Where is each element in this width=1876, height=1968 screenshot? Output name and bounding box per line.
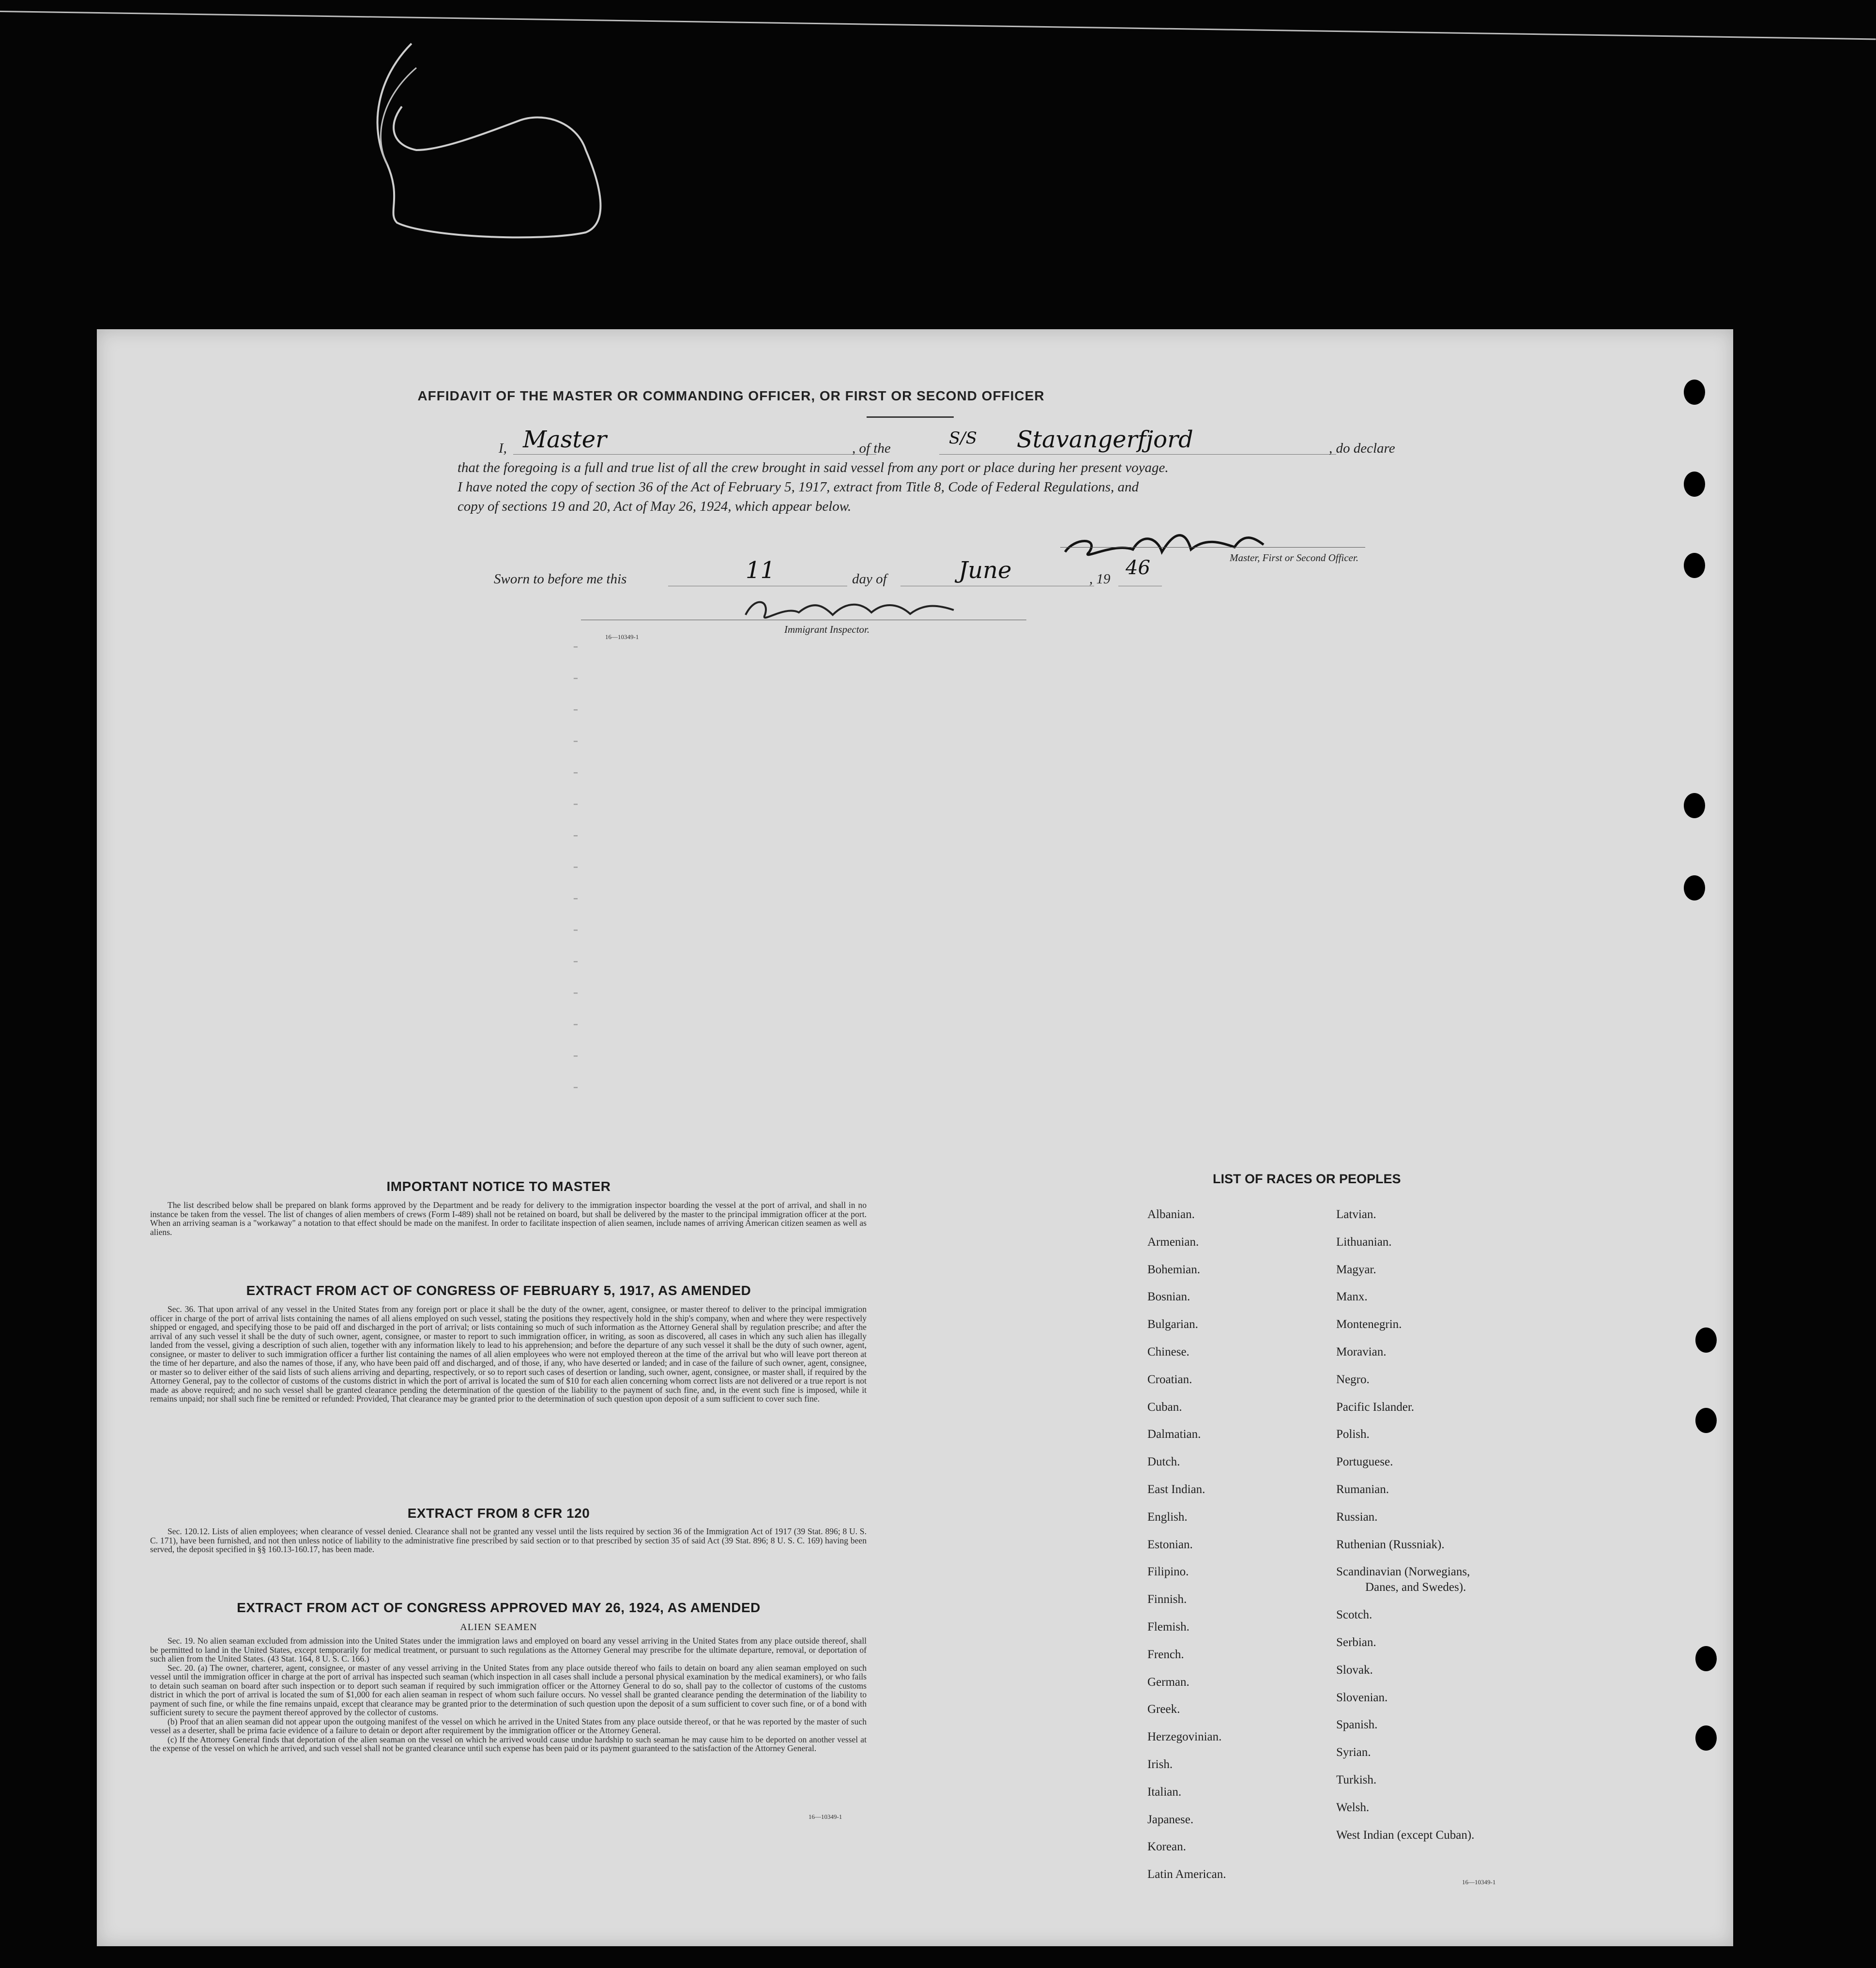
race-item: Portuguese. — [1336, 1455, 1393, 1469]
form-number: 16—10349-1 — [605, 633, 639, 641]
punch-hole — [1684, 380, 1705, 405]
extract-form-number: 16—10349-1 — [808, 1813, 842, 1820]
race-item: English. — [1147, 1510, 1188, 1524]
punch-hole — [1695, 1646, 1717, 1671]
sec-20c-text: (c) If the Attorney General finds that deportation of the alien seaman on the vessel on which he arrived would cause undue hardship to such seaman he may cause him to be deported on another vessel at the expense of the vessel on which he arrived, and such vessel shall not be granted clearance until such expense has been paid or its payment guaranteed to the satisfaction of the Attorney General. — [150, 1734, 867, 1753]
punch-hole — [1695, 1725, 1717, 1751]
handwritten-vessel-prefix: S/S — [949, 428, 977, 448]
affidavit-title: AFFIDAVIT OF THE MASTER OR COMMANDING OFFICER, OR FIRST OR SECOND OFFICER — [417, 388, 1045, 403]
master-caption: Master, First or Second Officer. — [1230, 552, 1358, 564]
inspector-caption: Immigrant Inspector. — [784, 624, 870, 635]
handwritten-year: 46 — [1126, 557, 1150, 579]
extract-1917-title: EXTRACT FROM ACT OF CONGRESS OF FEBRUARY 5, 1917, AS AMENDED — [246, 1283, 751, 1298]
race-item: Italian. — [1147, 1785, 1182, 1799]
race-item: Scandinavian (Norwegians, — [1336, 1565, 1470, 1579]
race-item: West Indian (except Cuban). — [1336, 1828, 1475, 1842]
race-item: German. — [1147, 1675, 1190, 1689]
race-item: Slovenian. — [1336, 1691, 1388, 1704]
scan-edge-line — [0, 11, 1876, 40]
race-item: East Indian. — [1147, 1483, 1205, 1496]
race-item: Bulgarian. — [1147, 1318, 1198, 1331]
race-item: Armenian. — [1147, 1235, 1199, 1249]
race-item: Ruthenian (Russniak). — [1336, 1538, 1445, 1551]
race-item: Spanish. — [1336, 1718, 1378, 1732]
race-item: Dutch. — [1147, 1455, 1180, 1469]
year-prefix: , 19 — [1089, 571, 1111, 587]
race-item: Scotch. — [1336, 1608, 1373, 1622]
punch-hole — [1684, 875, 1705, 900]
race-item: Estonian. — [1147, 1538, 1193, 1551]
handwritten-month: June — [959, 557, 1012, 584]
race-item: Finnish. — [1147, 1593, 1187, 1606]
punch-hole — [1695, 1408, 1717, 1433]
races-title: LIST OF RACES OR PEOPLES — [1213, 1172, 1401, 1186]
sec-20b-text: (b) Proof that an alien seaman did not appear upon the outgoing manifest of the vessel on which he arrived in the United States from any place outside thereof, or that he was reported by the master of such vessel as a deserter, shall be prima facie evidence of a failure to detain or deport after requirement by the immigration officer or the Attorney General. — [150, 1716, 867, 1735]
pencil-scribble — [358, 39, 629, 242]
race-item: Irish. — [1147, 1758, 1173, 1771]
race-item: Pacific Islander. — [1336, 1400, 1415, 1414]
race-item: Lithuanian. — [1336, 1235, 1392, 1249]
handwritten-vessel-name: Stavangerfjord — [1017, 426, 1193, 453]
punch-hole — [1684, 472, 1705, 497]
race-item: Filipino. — [1147, 1565, 1189, 1579]
punch-hole — [1695, 1327, 1717, 1353]
extract-1924-title: EXTRACT FROM ACT OF CONGRESS APPROVED MAY 26, 1924, AS AMENDED — [237, 1600, 761, 1615]
sec-19-text: Sec. 19. No alien seaman excluded from admission into the United States under the immigration laws and employed on board any vessel arriving in the United States from any place outside thereof, shall be permitted to land in the United States, except temporarily for medical treatment, or pursuant to such regulations as the Attorney General may prescribe for the ultimate departure, removal, or deportation of such alien from the United States. (43 Stat. 164, 8 U. S. C. 166.) — [150, 1636, 867, 1663]
race-item: Welsh. — [1336, 1800, 1370, 1814]
handwritten-day: 11 — [746, 557, 776, 584]
races-form-number: 16—10349-1 — [1462, 1878, 1496, 1886]
race-item: French. — [1147, 1648, 1184, 1661]
affidavit-do-declare: , do declare — [1329, 441, 1395, 456]
affidavit-i-label: I, — [499, 441, 507, 456]
race-item: Latin American. — [1147, 1868, 1226, 1881]
race-item: Rumanian. — [1336, 1483, 1389, 1496]
race-item: Korean. — [1147, 1840, 1186, 1854]
vessel-underline — [939, 454, 1336, 455]
handwritten-rank: Master — [523, 426, 607, 453]
race-item: Negro. — [1336, 1373, 1370, 1386]
notice-title: IMPORTANT NOTICE TO MASTER — [386, 1179, 611, 1194]
alien-seamen-subtitle: ALIEN SEAMEN — [460, 1622, 537, 1632]
race-item: Latvian. — [1336, 1208, 1376, 1221]
signature-line — [1060, 547, 1365, 548]
race-item: Syrian. — [1336, 1746, 1371, 1759]
race-item: Danes, and Swedes). — [1365, 1581, 1466, 1594]
race-item: Serbian. — [1336, 1636, 1376, 1649]
race-item: Turkish. — [1336, 1773, 1377, 1786]
race-item: Russian. — [1336, 1510, 1378, 1524]
manifest-page: - - - - - - - - - - - - - - - AFFIDAVIT OF THE MASTER OR COMMANDING OFFICER, OR FIRST OR SECOND OFFICER I, Master , of the S/S Stavangerfjord , do declare that the foregoing is a full and true list of all the crew brought in said vessel from any port or place during her present voyage. I have noted the copy of section 36 of the Act of February 5, 1917, extract from Title 8, Code of Federal Regulations, and copy of sections 19 and 20, Act of May 26, 1924, which appear below. Master, First or Second Officer. Sworn to before me this 11 day of June , 19 46 Immigrant Inspector. 16—10349-1 IMPORTANT NOTICE TO MASTER The list described below shall be prepared on blank forms approved by the Department and be ready for delivery to the immigration inspector boarding the vessel at the port of arrival, and shall in no instance be taken from the vessel. The list of changes of alien members of crews (Form I-489) shall not be retained on board, but shall be delivered by the master to the principal immigration officer at the port. When an arriving seaman is a "workaway" a notation to that effect should be made on the manifest. In order to facilitate inspection of alien seamen, include names of arriving American citizen seamen as well as aliens. EXTRACT FROM ACT OF CONGRESS OF FEBRUARY 5, 1917, AS AMENDED Sec. 36. That upon arrival of any vessel in the United States from any foreign port or place it shall be the duty of the owner, agent, consignee, or master thereof to deliver to the principal immigration officer in charge of the port of arrival lists containing the names of all aliens employed on such vessel, stating the positions they respectively hold in the ship's company, when and where they were respectively shipped or engaged, and specifying those to be paid off and discharged in the port of arrival; or lists containing so much of such information as the Attorney General shall by regulation prescribe; and after the arrival of any such vessel it shall be the duty of such owner, agent, consignee, or master to report to such immigration officer, in writing, as soon as discovered, all cases in which any such alien has illegally landed from the vessel, giving a description of such alien, together with any information likely to lead to his apprehension; and before the departure of any such vessel it shall be the duty of such owner, agent, consignee, or master to deliver to such immigration officer a further list containing the names of all alien employees who were not employed thereon at the time of the arrival but who will leave port thereon at the time of her departure, and also the names of those, if any, who have been paid off and discharged, and of those, if any, who have deserted or landed; and in case of the failure of such owner, agent, consignee, or master so to deliver either of the said lists of such aliens arriving and departing, respectively, or so to report such cases of desertion or landing, such owner, agent, consignee, or master shall, if required by the Attorney General, pay to the collector of customs of the customs district in which the port of arrival is located the sum of $10 for each alien concerning whom correct lists are not delivered or a true report is not made as above required; and no such vessel shall be granted clearance pending the determination of the question of the liability to the payment of such fine, and, in the event such fine is imposed, while it remains unpaid; nor shall such fine be remitted or refunded: Provided, That clearance may be granted prior to the determination of such question upon deposit of a sum sufficient to cover such fine. EXTRACT FROM 8 CFR 120 Sec. 120.12. Lists of alien employees; when clearance of vessel denied. Clearance shall not be granted any vessel until the lists required by section 36 of the Immigration Act of 1917 (39 Stat. 896; 8 U. S. C. 171), have been furnished, and not then unless notice of liability to the administrative fine prescribed by said section or to that prescribed by section 35 of said Act (39 Stat. 896; 8 U. S. C. 169) having been served, the deposit specified in §§ 160.13-160.17, has been made. EXTRACT FROM ACT OF CONGRESS APPROVED MAY 26, 1924, AS AMENDED ALIEN SEAMEN Sec. 19. No alien seaman excluded from admission into the United States under the immigration laws and employed on board any vessel arriving in the United States from any place outside thereof, shall be permitted to land in the United States, except temporarily for medical treatment, or pursuant to such regulations as the Attorney General may prescribe for the ultimate departure, removal, or deportation of such alien from the United States. (43 Stat. 164, 8 U. S. C. 166.) Sec. 20. (a) The owner, charterer, agent, consignee, or master of any vessel arriving in the United States from any place outside thereof who fails to detain on board any alien seaman employed on such vessel until the immigration officer in charge at the port of arrival has inspected such seaman (which inspection in all cases shall include a personal physical examination by the medical examiners), or who fails to detain such seaman on board after such inspection or to deport such seaman if required by such immigration officer or the Attorney General to do so, shall pay to the collector of customs of the customs district in which the port of arrival is located the sum of $1,000 for each alien seaman in respect of whom such failure occurs. No vessel shall be granted clearance pending the determination of the liability to payment of such fine, or while the fine remains unpaid, except that clearance may be granted prior to the determination of such question upon the deposit of a sum sufficient to cover such fine, or of a bond with sufficient surety to secure the payment thereof approved by the collector of customs. (b) Proof that an alien seaman did not appear upon the outgoing manifest of the vessel on which he arrived in the United States from any place outside thereof, or that he was reported by the master of such vessel as a deserter, shall be prima facie evidence of a failure to detain or deport after requirement by the immigration officer or the Attorney General. (c) If the Attorney General finds that deportation of the alien seaman on the vessel on which he arrived would cause undue hardship to such seaman he may cause him to be deported on another vessel at the expense of the vessel on which he arrived, and such vessel shall not be granted clearance until such expense has been paid or its payment guaranteed to the satisfaction of the Attorney General. 16—10349-1 LIST OF RACES OR PEOPLES Albanian. Armenian. Bohemian. Bosnian. Bulgarian. Chinese. Croatian. Cuban. Dalmatian. Dutch. East Indian. English. Estonian. Filipino. Finnish. Flemish. French. German. Greek. Herzegovinian. Irish. Italian. Japanese. Korean. Latin American. Latvian. Lithuanian. Magyar. Manx. Montenegrin. Moravian. Negro. Pacific Islander. Polish. Portuguese. Rumanian. Russian. Ruthenian (Russniak). Scandinavian (Norwegians, Danes, and Swedes). Scotch. Serbian. Slovak. Slovenian. Spanish. Syrian. Turkish. Welsh. West Indian (except Cuban). 16—10349-1 — [97, 329, 1733, 1946]
extract-1924-text — [150, 1636, 867, 1753]
race-item: Croatian. — [1147, 1373, 1192, 1386]
affidavit-of-the: , of the — [852, 441, 891, 456]
sec-20a-text: Sec. 20. (a) The owner, charterer, agent, consignee, or master of any vessel arriving in the United States from any place outside thereof who fails to detain on board any alien seaman employed on such vessel until the immigration officer in charge at the port of arrival has inspected such seaman (which inspection in all cases shall include a personal physical examination by the medical examiners), or who fails to detain such seaman on board after such inspection or to deport such seaman if required by such immigration officer or the Attorney General to do so, shall pay to the collector of customs of the customs district in which the port of arrival is located the sum of $1,000 for each alien seaman in respect of whom such failure occurs. No vessel shall be granted clearance pending the determination of the liability to payment of such fine, or while the fine remains unpaid, except that clearance may be granted prior to the determination of such question upon the deposit of a sum sufficient to cover such fine, or of a bond with sufficient surety to secure the payment thereof approved by the collector of customs. — [150, 1663, 867, 1717]
race-item: Bohemian. — [1147, 1263, 1201, 1276]
race-item: Manx. — [1336, 1290, 1368, 1304]
punch-hole — [1684, 553, 1705, 578]
extract-1917-text: Sec. 36. That upon arrival of any vessel in the United States from any foreign port or place it shall be the duty of the owner, agent, consignee, or master thereof to deliver to the principal immigration officer in charge of the port of arrival lists containing the names of all aliens employed on such vessel, stating the positions they respectively hold in the ship's company, when and where they were respectively shipped or engaged, and specifying those to be paid off and discharged in the port of arrival; or lists containing so much of such information as the Attorney General shall by regulation prescribe; and after the arrival of any such vessel it shall be the duty of such owner, agent, consignee, or master to report to such immigration officer, in writing, as soon as discovered, all cases in which any such alien has illegally landed from the vessel, giving a description of such alien, together with any information likely to lead to his apprehension; and before the departure of any such vessel it shall be the duty of such owner, agent, consignee, or master to deliver to such immigration officer a further list containing the names of all alien employees who were not employed thereon at the time of the arrival but who will leave port thereon at the time of her departure, and also the names of those, if any, who have been paid off and discharged, and of those, if any, who have deserted or landed; and in case of the failure of such owner, agent, consignee, or master so to deliver either of the said lists of such aliens arriving and departing, respectively, or so to report such cases of desertion or landing, such owner, agent, consignee, or master shall, if required by the Attorney General, pay to the collector of customs of the customs district in which the port of arrival is located the sum of $10 for each alien concerning whom correct lists are not delivered or a true report is not made as above required; and no such vessel shall be granted clearance pending the determination of the question of the liability to the payment of such fine, and, in the event such fine is imposed, while it remains unpaid; nor shall such fine be remitted or refunded: Provided, That clearance may be granted prior to the determination of such question upon deposit of a sum sufficient to cover such fine. — [150, 1304, 867, 1404]
race-item: Greek. — [1147, 1703, 1180, 1716]
affidavit-line-4: copy of sections 19 and 20, Act of May 26, 1924, which appear below. — [458, 499, 852, 514]
punch-hole — [1684, 793, 1705, 818]
race-item: Moravian. — [1336, 1345, 1387, 1358]
race-item: Chinese. — [1147, 1345, 1190, 1358]
race-item: Herzegovinian. — [1147, 1730, 1222, 1744]
race-item: Cuban. — [1147, 1400, 1182, 1414]
title-divider — [867, 416, 954, 418]
race-item: Slovak. — [1336, 1663, 1373, 1677]
rank-underline — [513, 454, 876, 455]
affidavit-line-3: I have noted the copy of section 36 of the Act of February 5, 1917, extract from Title 8, Code of Federal Regulations, and — [458, 479, 1139, 495]
day-of-label: day of — [852, 571, 887, 587]
race-item: Japanese. — [1147, 1813, 1194, 1826]
notice-text: The list described below shall be prepared on blank forms approved by the Department and be ready for delivery to the immigration inspector boarding the vessel at the port of arrival, and shall in no instance be taken from the vessel. The list of changes of alien members of crews (Form I-489) shall not be retained on board, but shall be delivered by the master to the principal immigration officer at the port. When an arriving seaman is a "workaway" a notation to that effect should be made on the manifest. In order to facilitate inspection of alien seamen, include names of arriving American citizen seamen as well as aliens. — [150, 1200, 867, 1237]
race-item: Bosnian. — [1147, 1290, 1190, 1304]
affidavit-line-2: that the foregoing is a full and true list of all the crew brought in said vessel from any port or place during her present voyage. — [458, 460, 1169, 475]
race-item: Polish. — [1336, 1428, 1370, 1441]
extract-cfr-title: EXTRACT FROM 8 CFR 120 — [407, 1506, 590, 1521]
race-item: Albanian. — [1147, 1208, 1195, 1221]
race-item: Dalmatian. — [1147, 1428, 1201, 1441]
race-item: Flemish. — [1147, 1620, 1190, 1633]
sworn-label: Sworn to before me this — [494, 571, 627, 587]
race-item: Magyar. — [1336, 1263, 1376, 1276]
extract-cfr-text: Sec. 120.12. Lists of alien employees; when clearance of vessel denied. Clearance shall not be granted any vessel until the lists required by section 36 of the Immigration Act of 1917 (39 Stat. 896; 8 U. S. C. 171), have been furnished, and not then unless notice of liability to the administrative fine prescribed by said section or to that prescribed by section 35 of said Act (39 Stat. 896; 8 U. S. C. 169) having been served, the deposit specified in §§ 160.13-160.17, has been made. — [150, 1526, 867, 1554]
race-item: Montenegrin. — [1336, 1318, 1402, 1331]
